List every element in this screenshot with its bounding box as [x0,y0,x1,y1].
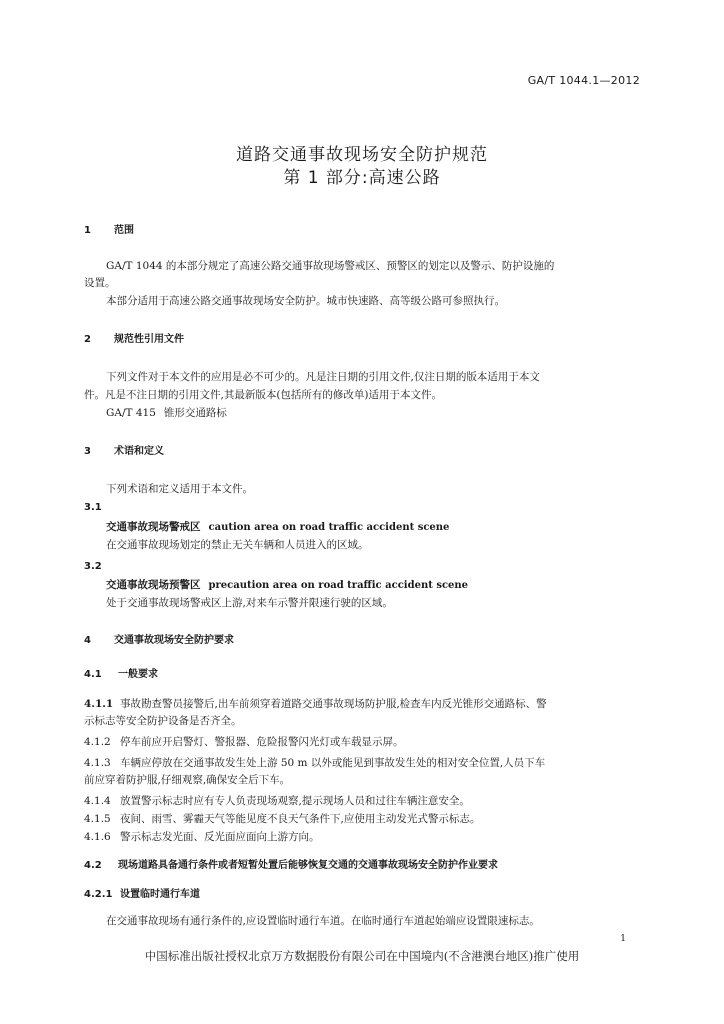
section-1-para1-line1: GA/T 1044 的本部分规定了高速公路交通事故现场警戒区、预警区的划定以及警示、防护设施的 [106,260,555,272]
page-number: 1 [620,934,626,944]
clause-text: 事故勘查警员接警后,出车前须穿着道路交通事故现场防护服,检查车内反光锥形交通路标、警 [120,698,547,710]
term-heading [106,578,646,593]
clause-text: 停车前应开启警灯、警报器、危险报警闪光灯或车载显示屏。 [120,736,404,748]
clause-4-1-6 [84,830,644,844]
clause-4-1-5 [84,812,644,826]
clause-number: 4.1.6 [84,831,111,843]
section-2-para1-line1: 下列文件对于本文件的应用是必不可少的。凡是注日期的引用文件,仅注日期的版本适用于本文 [106,371,540,383]
section-title: 术语和定义 [114,446,164,457]
section-1-para2: 本部分适用于高速公路交通事故现场安全防护。城市快速路、高等级公路可参照执行。 [106,295,505,307]
section-4-heading [84,634,644,648]
section-number: 2 [84,334,91,345]
clause-4-1-1-line1 [84,697,644,711]
section-3-intro: 下列术语和定义适用于本文件。 [106,483,253,495]
term-number: 3.1 [84,502,102,513]
section-title: 范围 [114,225,134,236]
clause-4-1-1-line2: 示标志等安全防护设备是否齐全。 [84,715,242,727]
term-cn: 交通事故现场警戒区 [106,521,201,533]
clause-number: 4.1.1 [84,698,114,710]
term-en: caution area on road traffic accident scene [208,522,450,533]
subsection-title: 现场道路具备通行条件或者短暂处置后能够恢复交通的交通事故现场安全防护作业要求 [118,860,498,871]
subsection-4-2-1-heading [84,888,644,902]
section-number: 4 [84,635,91,646]
section-title: 规范性引用文件 [114,334,184,345]
clause-text: 车辆应停放在交通事故发生处上游 50 m 以外或能见到事故发生处的相对安全位置,人员下车 [120,757,546,769]
document-title-line1: 道路交通事故现场安全防护规范 [236,145,488,165]
subsection-4-2-heading [84,859,644,873]
section-number: 3 [84,446,91,457]
subsection-4-1-heading [84,668,644,682]
term-definition: 处于交通事故现场警戒区上游,对来车示警并限速行驶的区域。 [106,597,393,609]
clause-4-1-3-line2: 前应穿着防护服,仔细观察,确保安全后下车。 [84,774,291,786]
clause-text: 放置警示标志时应有专人负责现场观察,提示现场人员和过往车辆注意安全。 [120,795,470,807]
reference-title: 锥形交通路标 [163,407,227,419]
clause-number: 4.1.3 [84,757,111,769]
subsection-4-2-1-text: 在交通事故现场有通行条件的,应设置临时通行车道。在临时通行车道起始端应设置限速标志。 [106,915,540,927]
clause-number: 4.1.5 [84,813,111,825]
subsection-number: 4.2.1 [84,889,113,900]
clause-4-1-3-line1 [84,756,644,770]
section-2-heading [84,333,644,347]
standard-code: GA/T 1044.1—2012 [527,74,640,87]
term-heading [106,520,646,535]
section-3-heading [84,445,644,459]
clause-4-1-4 [84,794,644,808]
section-title: 交通事故现场安全防护要求 [114,635,234,646]
section-1-para1-line2: 设置。 [84,277,116,289]
subsection-title: 一般要求 [118,669,158,680]
subsection-title: 设置临时通行车道 [120,889,200,900]
document-title-line2: 第 1 部分:高速公路 [283,168,441,188]
term-number: 3.2 [84,561,102,572]
clause-4-1-2 [84,735,644,749]
section-2-para1-line2: 件。凡是不注日期的引用文件,其最新版本(包括所有的修改单)适用于本文件。 [84,389,443,401]
footer-note: 中国标准出版社授权北京万方数据股份有限公司在中国境内(不含港澳台地区)推广使用 [144,949,580,963]
section-number: 1 [84,225,91,236]
normative-reference [106,406,646,420]
section-1-heading [84,224,644,238]
clause-number: 4.1.4 [84,795,111,807]
subsection-number: 4.1 [84,669,102,680]
term-definition: 在交通事故现场划定的禁止无关车辆和人员进入的区域。 [106,539,369,551]
term-en: precaution area on road traffic accident scene [208,580,469,591]
clause-text: 夜间、雨雪、雾霾天气等能见度不良天气条件下,应使用主动发光式警示标志。 [120,813,481,825]
clause-number: 4.1.2 [84,736,111,748]
term-cn: 交通事故现场预警区 [106,579,201,591]
subsection-number: 4.2 [84,860,102,871]
reference-code: GA/T 415 [106,407,156,419]
clause-text: 警示标志发光面、反光面应面向上游方向。 [120,831,320,843]
